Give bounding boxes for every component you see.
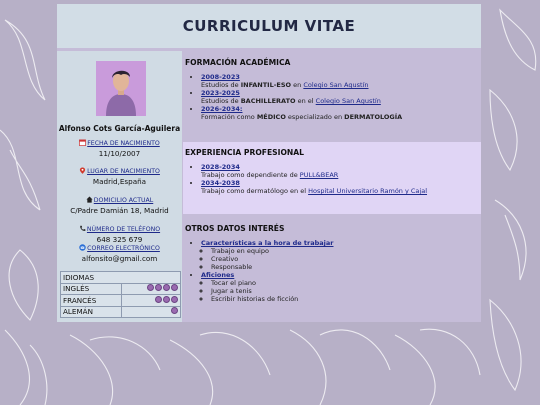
education-item (201, 89, 481, 105)
language-row (61, 283, 181, 295)
employer-link[interactable]: PULL&BEAR (299, 171, 339, 179)
level-dot-icon (155, 296, 162, 303)
education-text: Estudios de (201, 81, 241, 89)
experience-list (183, 163, 481, 195)
language-level (122, 306, 181, 318)
other-group-heading: Características a la hora de trabajar (201, 239, 334, 247)
level-dot-icon (155, 284, 162, 291)
phone-block (57, 225, 182, 244)
birth-date-value: 11/10/2007 (98, 148, 141, 158)
languages-heading: IDIOMAS (61, 272, 181, 284)
experience-item (201, 179, 481, 195)
birth-date-label-text: FECHA DE NACIMIENTO (87, 140, 160, 147)
phone-value: 648 325 679 (96, 234, 143, 244)
level-dot-icon (171, 296, 178, 303)
experience-title: EXPERIENCIA PROFESIONAL (185, 148, 304, 157)
education-years: 2008-2023 (201, 73, 240, 81)
birth-date-label[interactable] (57, 139, 182, 149)
education-years: 2023-2025 (201, 89, 240, 97)
experience-text: Trabajo como dermatólogo en el (201, 187, 309, 195)
education-strong: BACHILLERATO (240, 97, 296, 105)
email-label[interactable] (57, 244, 182, 254)
address-value: C/Padre Damián 18, Madrid (70, 205, 169, 215)
other-sublist (201, 247, 481, 271)
education-years: 2026-2034: (201, 105, 243, 113)
birthplace-value: Madrid,España (92, 176, 147, 186)
page-title: CURRICULUM VITAE (182, 17, 356, 35)
avatar (96, 61, 146, 116)
other-group (201, 271, 481, 303)
experience-text: Trabajo como dependiente de (201, 171, 300, 179)
email-block (57, 244, 182, 263)
other-subitem: ◦ Tocar el piano (211, 279, 481, 287)
phone-label[interactable] (57, 225, 182, 235)
language-row (61, 295, 181, 307)
experience-section (183, 142, 481, 214)
birthplace-label-text: LUGAR DE NACIMIENTO (87, 168, 160, 175)
birthplace-block (57, 167, 182, 186)
education-text: en (291, 81, 304, 89)
education-item (201, 73, 481, 89)
education-strong: INFANTIL-ESO (240, 81, 292, 89)
school-link[interactable]: Colegio San Agustín (303, 81, 369, 89)
education-strong: MÉDICO (256, 113, 286, 121)
level-dot-icon (163, 296, 170, 303)
map-pin-icon (79, 167, 86, 174)
language-name: ALEMÁN (61, 306, 122, 318)
language-level (122, 283, 181, 295)
phone-icon (79, 225, 86, 232)
experience-years: 2034-2038 (201, 179, 240, 187)
level-dot-icon (171, 284, 178, 291)
language-name: FRANCÉS (61, 295, 122, 307)
education-text: Formación como (201, 113, 257, 121)
languages-table (60, 271, 181, 318)
education-text: especializado en (285, 113, 345, 121)
other-sublist (201, 279, 481, 303)
experience-item (201, 163, 481, 179)
cv-page (57, 4, 481, 322)
education-section (183, 58, 481, 138)
language-level (122, 295, 181, 307)
other-info-list (183, 239, 481, 303)
language-name: INGLÉS (61, 283, 122, 295)
employer-link[interactable]: Hospital Universitario Ramón y Cajal (308, 187, 428, 195)
person-name: Alfonso Cots García-Aguilera (58, 124, 181, 133)
other-subitem: ◦ Escribir historias de ficción (211, 295, 481, 303)
school-link[interactable]: Colegio San Agustín (315, 97, 381, 105)
birthplace-label[interactable] (57, 167, 182, 177)
level-dot-icon (171, 307, 178, 314)
address-label-text: DOMICILIO ACTUAL (93, 197, 154, 204)
other-subitem: ◦ Responsable (211, 263, 481, 271)
experience-years: 2028-2034 (201, 163, 240, 171)
other-subitem: ◦ Jugar a tenis (211, 287, 481, 295)
birth-date-block (57, 139, 182, 158)
email-label-text: CORREO ELECTRÓNICO (87, 245, 160, 252)
language-row (61, 306, 181, 318)
languages-header-row (61, 272, 181, 284)
address-block (57, 196, 182, 215)
other-info-section (183, 224, 481, 314)
other-subitem: ◦ Trabajo en equipo (211, 247, 481, 255)
education-text: Estudios de (201, 97, 241, 105)
level-dot-icon (163, 284, 170, 291)
home-icon (86, 196, 93, 203)
person-illustration (96, 61, 146, 116)
education-strong: DERMATOLOGÍA (344, 113, 403, 121)
education-title: FORMACIÓN ACADÉMICA (185, 58, 291, 67)
other-group (201, 239, 481, 271)
other-info-title: OTROS DATOS INTERÉS (185, 224, 285, 233)
other-subitem: ◦ Creativo (211, 255, 481, 263)
level-dot-icon (147, 284, 154, 291)
header-banner (57, 4, 481, 48)
profile-sidebar (57, 51, 182, 322)
education-list (183, 73, 481, 121)
education-item (201, 105, 481, 121)
education-text: en el (295, 97, 316, 105)
calendar-icon (79, 139, 86, 146)
address-label[interactable] (57, 196, 182, 206)
phone-label-text: NÚMERO DE TELÉFONO (86, 226, 161, 233)
email-icon (79, 244, 86, 251)
email-value: alfonsito@gmail.com (81, 253, 158, 263)
other-group-heading: Aficiones (201, 271, 235, 279)
